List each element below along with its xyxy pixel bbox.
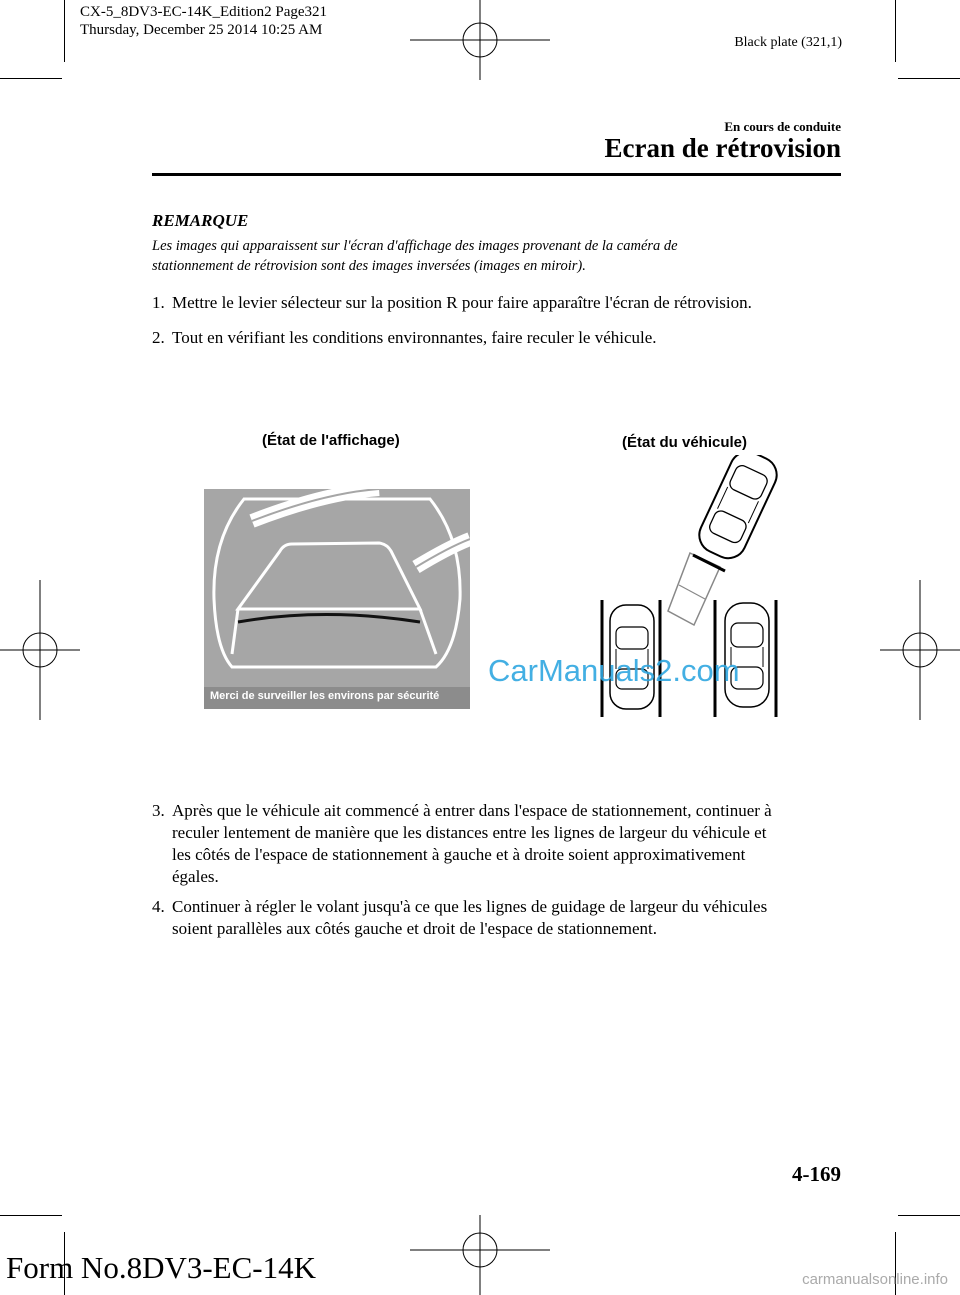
step-text: reculer lentement de manière que les distances entre les lignes de largeur du véhicule et — [172, 823, 767, 842]
step-number: 1. — [152, 293, 165, 312]
page-number: 4-169 — [792, 1162, 841, 1186]
screen-banner-text: Merci de surveiller les environs par sécurité — [210, 690, 440, 702]
note-text: stationnement de rétrovision sont des images inversées (images en miroir). — [152, 258, 586, 274]
print-timestamp: Thursday, December 25 2014 10:25 AM — [80, 22, 323, 38]
reversing-car — [693, 455, 782, 564]
step-item — [152, 800, 852, 890]
form-number: Form No.8DV3-EC-14K — [6, 1250, 316, 1285]
note-title: REMARQUE — [152, 211, 249, 230]
plate-label: Black plate (321,1) — [734, 35, 842, 50]
step-number: 2. — [152, 328, 165, 347]
step-text: Continuer à régler le volant jusqu'à ce que les lignes de guidage de largeur du véhicules — [172, 897, 768, 916]
crop-mark — [898, 78, 960, 79]
header-rule — [152, 173, 841, 176]
crop-mark — [64, 0, 65, 62]
step-text: les côtés de l'espace de stationnement à gauche et à droite soient approximativement — [172, 845, 746, 864]
crop-mark — [0, 1215, 62, 1216]
registration-mark-top — [410, 0, 550, 80]
crop-mark — [898, 1215, 960, 1216]
step-text: Après que le véhicule ait commencé à entrer dans l'espace de stationnement, continuer à — [172, 801, 772, 820]
watermark-center: CarManuals2.com — [488, 653, 740, 688]
step-item — [152, 292, 842, 314]
caption-vehicle-state: (État du véhicule) — [622, 434, 748, 451]
watermark-footer: carmanualsonline.info — [802, 1271, 948, 1288]
step-number: 4. — [152, 897, 165, 916]
print-job-line: CX-5_8DV3-EC-14K_Edition2 Page321 — [80, 4, 328, 20]
registration-mark-bottom — [410, 1215, 550, 1295]
step-item — [152, 327, 842, 349]
step-text: égales. — [172, 867, 219, 886]
page-title: Ecran de rétrovision — [604, 133, 841, 163]
step-text: Mettre le levier sélecteur sur la position R pour faire apparaître l'écran de rétrovision. — [172, 293, 752, 312]
registration-mark-left — [0, 580, 80, 720]
step-text: soient parallèles aux côtés gauche et droit de l'espace de stationnement. — [172, 919, 658, 938]
step-text: Tout en vérifiant les conditions environnantes, faire reculer le véhicule. — [172, 328, 657, 347]
registration-mark-right — [880, 580, 960, 720]
note-text: Les images qui apparaissent sur l'écran d'affichage des images provenant de la caméra de — [152, 238, 678, 254]
section-label: En cours de conduite — [724, 119, 841, 134]
caption-display-state: (État de l'affichage) — [262, 432, 400, 449]
step-number: 3. — [152, 801, 165, 820]
step-item — [152, 896, 852, 940]
crop-mark — [0, 78, 62, 79]
rear-camera-screen-illustration — [204, 489, 470, 709]
crop-mark — [895, 0, 896, 62]
